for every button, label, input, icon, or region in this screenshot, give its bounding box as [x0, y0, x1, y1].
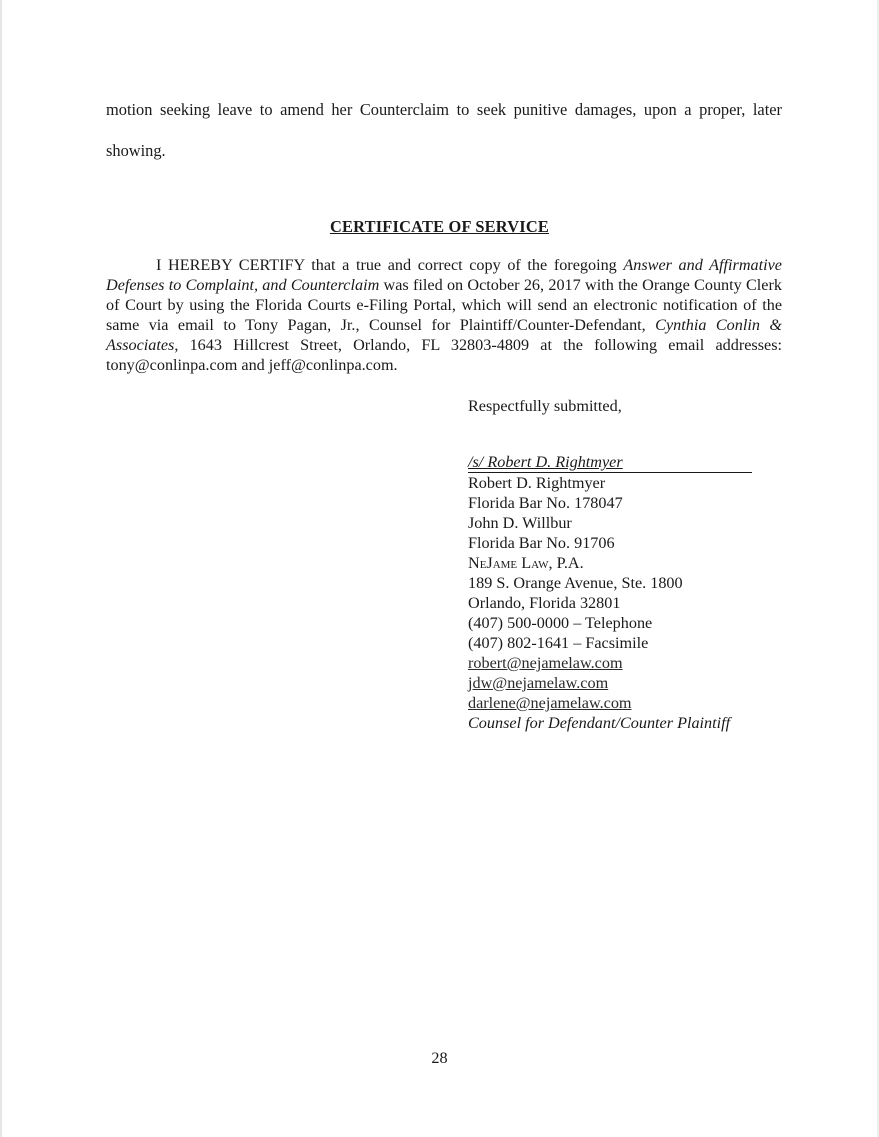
paragraph-line: showing.	[106, 141, 166, 160]
continued-paragraph	[106, 100, 782, 161]
law-firm: NeJame Law, P.A.	[468, 554, 584, 572]
signature-line	[468, 453, 752, 473]
email-link[interactable]: jdw@nejamelaw.com	[468, 674, 609, 692]
electronic-signature: /s/ Robert D. Rightmyer	[468, 453, 623, 471]
attorney-name: Robert D. Rightmyer	[468, 474, 606, 492]
firm-name: Cynthia Conlin & Associates	[106, 316, 782, 354]
certificate-text: I HEREBY CERTIFY that a true and correct copy of the foregoing	[156, 256, 624, 274]
certificate-heading: CERTIFICATE OF SERVICE	[329, 217, 550, 236]
attorney-name: John D. Willbur	[468, 514, 572, 532]
certificate-text: was filed on October 26, 2017 with the Orange County Clerk of Court by using the Florida Courts e-Filing Portal, which will send an electronic notification of the same via email to Tony Pagan, Jr., Counsel for Plaintiff/Counter-Defendant,	[106, 276, 782, 334]
email-link[interactable]: darlene@nejamelaw.com	[468, 694, 632, 712]
bar-number: Florida Bar No. 178047	[468, 494, 623, 512]
counsel-designation: Counsel for Defendant/Counter Plaintiff	[468, 714, 731, 732]
street-address: 189 S. Orange Avenue, Ste. 1800	[468, 574, 683, 592]
closing-line: Respectfully submitted,	[468, 397, 622, 415]
scan-edge-left	[0, 0, 2, 1137]
facsimile: (407) 802-1641 – Facsimile	[468, 634, 649, 652]
bar-number: Florida Bar No. 91706	[468, 534, 615, 552]
page-number: 28	[431, 1049, 448, 1067]
document-title: Answer and Affirmative Defenses to Complaint, and Counterclaim	[106, 256, 782, 294]
certificate-text: , 1643 Hillcrest Street, Orlando, FL 32803-4809 at the following email addresses: tony@conlinpa.com and jeff@conlinpa.com.	[106, 336, 782, 374]
city-address: Orlando, Florida 32801	[468, 594, 621, 612]
telephone: (407) 500-0000 – Telephone	[468, 614, 653, 632]
certificate-body	[106, 255, 782, 375]
email-link[interactable]: robert@nejamelaw.com	[468, 654, 623, 672]
paragraph-line: motion seeking leave to amend her Counterclaim to seek punitive damages, upon a proper, later	[106, 100, 782, 119]
signature-block	[468, 453, 768, 733]
